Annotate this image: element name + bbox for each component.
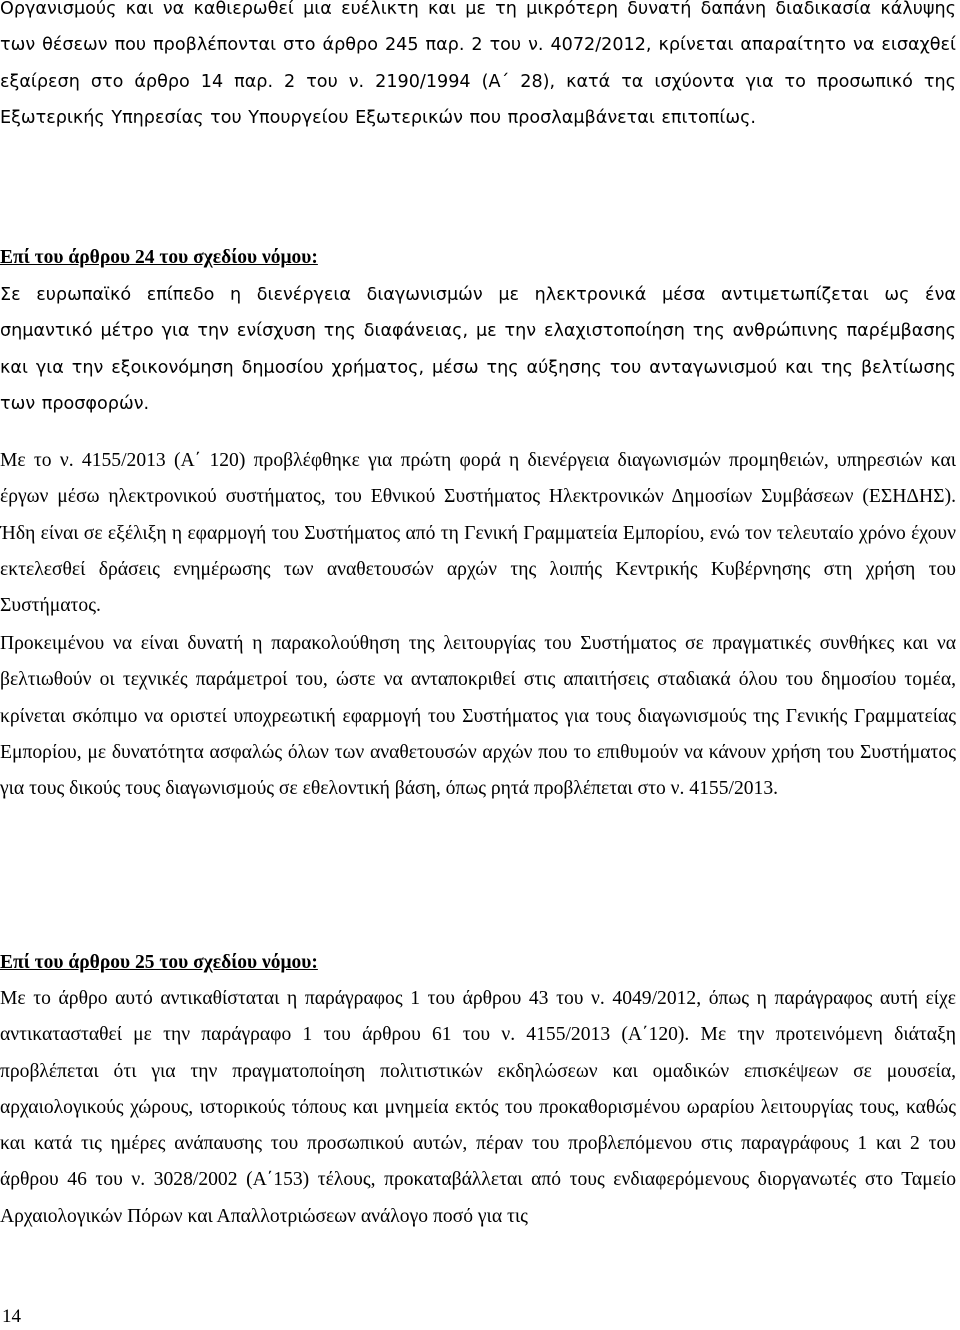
page-number: 14 — [2, 1306, 21, 1327]
paragraph-article-24-intro: Σε ευρωπαϊκό επίπεδο η διενέργεια διαγωνισμών με ηλεκτρονικά μέσα αντιμετωπίζεται ως ένα σημαντικό μέτρο για την ενίσχυση της διαφάνειας, με την ελαχιστοποίηση της ανθρώπινης παρέμβασης και για την εξοικονόμηση δημοσίου χρήματος, μέσω της αύξησης του ανταγωνισμού και της βελτίωσης των προσφορών. — [0, 285, 956, 414]
paragraph-article-25: Με το άρθρο αυτό αντικαθίσταται η παράγραφος 1 του άρθρου 43 του ν. 4049/2012, όπως η παράγραφος αυτή είχε αντικατασταθεί με την παράγραφο 1 του άρθρου 61 του ν. 4155/2013 (Α΄120). Με την προτεινόμενη διάταξη προβλέπεται ότι για την πραγματοποίηση πολιτιστικών εκδηλώσεων και ομαδικών επισκέψεων σε μουσεία, αρχαιολογικούς χώρους, ιστορικούς τόπους και μνημεία εκτός του προκαθορισμένου ωραρίου λειτουργίας τους, καθώς και κατά τις ημέρες ανάπαυσης του προσωπικού αυτών, πέραν του προβλεπόμενου στις παραγράφους 1 και 2 του άρθρου 46 του ν. 3028/2002 (Α΄153) τέλους, προκαταβάλλεται από τους ενδιαφερόμενους διοργανωτές στο Ταμείο Αρχαιολογικών Πόρων και Απαλλοτριώσεων ανάλογο ποσό για τις — [0, 988, 956, 1227]
heading-article-25: Επί του άρθρου 25 του σχεδίου νόμου: — [0, 952, 318, 973]
paragraph-article-24-law: Με το ν. 4155/2013 (Α΄ 120) προβλέφθηκε για πρώτη φορά η διενέργεια διαγωνισμών προμηθειών, υπηρεσιών και έργων μέσω ηλεκτρονικού συστήματος, του Εθνικού Συστήματος Ηλεκτρονικών Δημοσίων Συμβάσεων (ΕΣΗΔΗΣ). Ήδη είναι σε εξέλιξη η εφαρμογή του Συστήματος από τη Γενική Γραμματεία Εμπορίου, ενώ τον τελευταίο χρόνο έχουν εκτελεσθεί δράσεις ενημέρωσης των αναθετουσών αρχών της λοιπής Κεντρικής Κυβέρνησης στη χρήση του Συστήματος. — [0, 450, 956, 617]
heading-article-24: Επί του άρθρου 24 του σχεδίου νόμου: — [0, 247, 318, 268]
paragraph-article-24-system: Προκειμένου να είναι δυνατή η παρακολούθηση της λειτουργίας του Συστήματος σε πραγματικές συνθήκες και να βελτιωθούν οι τεχνικές παράμετροί του, ώστε να ανταποκριθεί στις απαιτήσεις σταδιακά όλου του δημοσίου τομέα, κρίνεται σκόπιμο να οριστεί υποχρεωτική εφαρμογή του Συστήματος για τους διαγωνισμούς της Γενικής Γραμματείας Εμπορίου, με δυνατότητα ασφαλώς όλων των αναθετουσών αρχών που το επιθυμούν να κάνουν χρήση του Συστήματος για τους δικούς τους διαγωνισμούς σε εθελοντική βάση, όπως ρητά προβλέπεται στο ν. 4155/2013. — [0, 633, 956, 800]
paragraph-intro: Οργανισμούς και να καθιερωθεί μια ευέλικτη και με τη μικρότερη δυνατή δαπάνη διαδικασία κάλυψης των θέσεων που προβλέπονται στο άρθρο 245 παρ. 2 του ν. 4072/2012, κρίνεται απαραίτητο να εισαχθεί εξαίρεση στο άρθρο 14 παρ. 2 του ν. 2190/1994 (Α΄ 28), κατά τα ισχύοντα για το προσωπικό της Εξωτερικής Υπηρεσίας του Υπουργείου Εξωτερικών που προσλαμβάνεται επιτοπίως. — [0, 0, 956, 128]
